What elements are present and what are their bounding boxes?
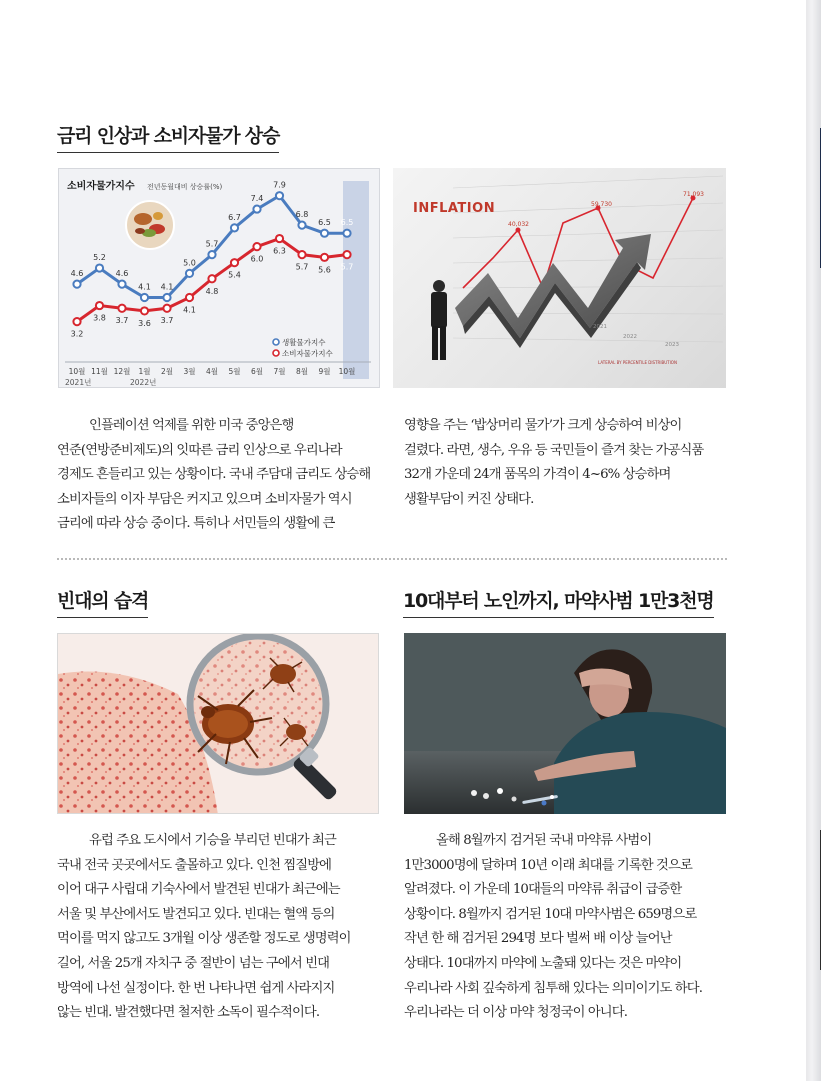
data-label: 5.4 <box>228 270 241 280</box>
data-point <box>118 281 125 288</box>
text-line: 길어, 서울 25개 자치구 중 절반이 넘는 구에서 빈대 <box>57 955 330 971</box>
text-line: 이어 대구 사립대 기숙사에서 발견된 빈대가 최근에는 <box>57 882 340 898</box>
data-label: 4.1 <box>138 282 151 292</box>
data-point <box>231 224 238 231</box>
legend-label-cpi: 소비자물가지수 <box>282 349 333 358</box>
businessman-figure <box>431 280 447 360</box>
data-label: 4.8 <box>205 286 219 296</box>
data-label: 3.6 <box>138 318 151 328</box>
legend-marker-living <box>273 339 279 345</box>
text-line: 우리나라는 더 이상 마약 청정국이 아니다. <box>404 1005 628 1021</box>
data-point <box>343 230 350 237</box>
text-line: 올해 8월까지 검거된 국내 마약류 사범이 <box>436 833 652 848</box>
page-edge <box>806 0 821 1081</box>
inflation-word: INFLATION <box>413 201 496 216</box>
text-line: 방역에 나선 실정이다. 한 번 나타나면 쉽게 사라지지 <box>57 980 335 996</box>
bedbug-paragraph <box>57 829 351 1026</box>
data-point <box>163 305 170 312</box>
data-point <box>298 222 305 229</box>
data-label: 4.6 <box>70 269 84 279</box>
bedbug-illustration <box>58 634 379 814</box>
text-line: 우리나라 사회 깊숙하게 침투해 있다는 의미이기도 하다. <box>404 980 703 996</box>
text-line: 생활부담이 커진 상태다. <box>404 491 534 507</box>
inflation-caption: LATERAL BY PERCENTILE DISTRIBUTION <box>598 360 677 365</box>
x-tick-label: 11월 <box>91 367 108 376</box>
cpi-chart-svg <box>59 169 380 388</box>
text-line: 않는 빈대. 발견했다면 철저한 소독이 필수적이다. <box>57 1005 320 1021</box>
chart-highlight-band <box>340 181 369 379</box>
year-label-2022: 2022년 <box>130 378 157 387</box>
x-tick-label: 10월 <box>68 367 86 376</box>
x-tick-label: 12월 <box>113 367 131 376</box>
x-tick-label: 5월 <box>228 367 241 376</box>
text-line: 상태다. 10대까지 마약에 노출돼 있다는 것은 마약이 <box>404 955 682 971</box>
inflation-label: 59,730 <box>591 201 612 208</box>
data-label: 6.3 <box>273 246 286 256</box>
text-line: 연준(연방준비제도)의 잇따른 금리 인상으로 우리나라 <box>57 442 342 458</box>
inflation-label: 40,032 <box>508 221 529 228</box>
text-line: 소비자들의 이자 부담은 커지고 있으며 소비자물가 역시 <box>57 491 352 507</box>
data-label: 3.2 <box>70 329 84 339</box>
text-line: 인플레이션 억제를 위한 미국 중앙은행 <box>89 418 294 433</box>
data-label: 6.8 <box>295 210 309 220</box>
data-label: 3.7 <box>115 316 129 326</box>
data-point <box>276 192 283 199</box>
text-line: 영향을 주는 ‘밥상머리 물가’가 크게 상승하여 비상이 <box>404 418 682 433</box>
legend-label-living: 생활물가지수 <box>282 338 326 347</box>
data-point <box>208 275 215 282</box>
data-label: 6.0 <box>250 254 264 264</box>
section-title-drugs: 10대부터 노인까지, 마약사범 1만3천명 <box>403 586 714 618</box>
text-line: 서울 및 부산에서도 발견되고 있다. 빈대는 혈액 등의 <box>57 906 335 922</box>
data-point <box>186 294 193 301</box>
bedbug-image <box>57 633 379 814</box>
text-line: 유럽 주요 도시에서 기승을 부리던 빈대가 최근 <box>89 833 336 848</box>
rate-hike-paragraph-right <box>404 414 703 512</box>
data-label: 5.0 <box>183 258 196 268</box>
inflation-illustration <box>393 168 726 388</box>
data-point <box>163 294 170 301</box>
x-tick-label: 1월 <box>138 367 151 376</box>
data-point <box>73 281 80 288</box>
data-point <box>343 251 350 258</box>
x-tick-label: 4월 <box>205 367 219 376</box>
x-tick-label: 2월 <box>160 367 174 376</box>
data-label: 7.4 <box>250 194 264 204</box>
data-point <box>141 294 148 301</box>
chart-title: 소비자물가지수 <box>67 181 135 192</box>
drug-abuse-image <box>404 633 726 814</box>
x-tick-label: 6월 <box>250 367 264 376</box>
chart-subtitle: 전년동월대비 상승률(%) <box>147 183 223 191</box>
data-label: 5.7 <box>205 239 219 249</box>
data-label: 6.5 <box>318 218 331 228</box>
drug-paragraph <box>404 829 702 1026</box>
x-tick-label: 8월 <box>295 367 309 376</box>
data-point <box>118 305 125 312</box>
data-point <box>96 302 103 309</box>
data-label: 4.1 <box>183 305 196 315</box>
text-line: 알려졌다. 이 가운데 10대들의 마약류 취급이 급증한 <box>404 882 682 898</box>
data-point <box>253 205 260 212</box>
data-label: 4.6 <box>115 269 129 279</box>
x-tick-label: 9월 <box>318 367 331 376</box>
cpi-chart <box>58 168 380 388</box>
data-label: 5.7 <box>340 262 354 272</box>
data-point <box>96 264 103 271</box>
data-label: 5.6 <box>318 265 331 275</box>
drug-abuse-photo <box>404 633 726 814</box>
inflation-image <box>393 168 726 388</box>
text-line: 국내 전국 곳곳에서도 출몰하고 있다. 인천 찜질방에 <box>57 857 332 873</box>
section-title-rate-hike: 금리 인상과 소비자물가 상승 <box>57 121 279 153</box>
inflation-axis-label: 2022 <box>623 334 637 340</box>
data-point <box>186 270 193 277</box>
text-line: 상황이다. 8월까지 검거된 10대 마약사범은 659명으로 <box>404 906 697 922</box>
food-photo <box>126 201 174 249</box>
data-point <box>208 251 215 258</box>
text-line: 32개 가운데 24개 품목의 가격이 4~6% 상승하며 <box>404 467 671 483</box>
x-tick-label: 3월 <box>183 367 196 376</box>
text-line: 경제도 흔들리고 있는 상황이다. 국내 주담대 금리도 상승해 <box>57 467 371 483</box>
data-point <box>231 259 238 266</box>
year-label-2021: 2021년 <box>65 378 92 387</box>
rate-hike-paragraph-left <box>57 414 370 537</box>
data-point <box>73 318 80 325</box>
data-label: 6.7 <box>228 212 241 222</box>
data-label: 6.5 <box>340 218 354 228</box>
data-point <box>298 251 305 258</box>
text-line: 걸렸다. 라면, 생수, 우유 등 국민들이 즐겨 찾는 가공식품 <box>404 442 704 458</box>
data-point <box>141 307 148 314</box>
text-line: 먹이를 먹지 않고도 3개월 이상 생존할 정도로 생명력이 <box>57 931 351 947</box>
data-label: 3.8 <box>93 313 106 323</box>
data-label: 4.1 <box>160 282 174 292</box>
section-divider <box>57 558 727 560</box>
chart-legend <box>273 337 333 358</box>
data-point <box>321 254 328 261</box>
text-line: 금리에 따라 상승 중이다. 특히나 서민들의 생활에 큰 <box>57 516 335 532</box>
text-line: 작년 한 해 검거된 294명 보다 벌써 배 이상 늘어난 <box>404 931 672 947</box>
inflation-label: 71,093 <box>683 191 704 198</box>
x-tick-label: 10월 <box>338 367 356 376</box>
inflation-axis-label: 2021 <box>593 324 607 330</box>
inflation-axis-label: 2023 <box>665 342 679 348</box>
section-title-bedbug: 빈대의 습격 <box>57 586 148 618</box>
data-label: 3.7 <box>160 316 174 326</box>
text-line: 1만3000명에 달하며 10년 이래 최대를 기록한 것으로 <box>404 857 692 873</box>
x-tick-label: 7월 <box>273 367 286 376</box>
data-point <box>321 230 328 237</box>
data-point <box>276 235 283 242</box>
data-label: 5.2 <box>93 253 106 263</box>
legend-marker-cpi <box>273 350 279 356</box>
data-label: 7.9 <box>273 180 286 190</box>
data-label: 5.7 <box>295 262 309 272</box>
data-point <box>253 243 260 250</box>
